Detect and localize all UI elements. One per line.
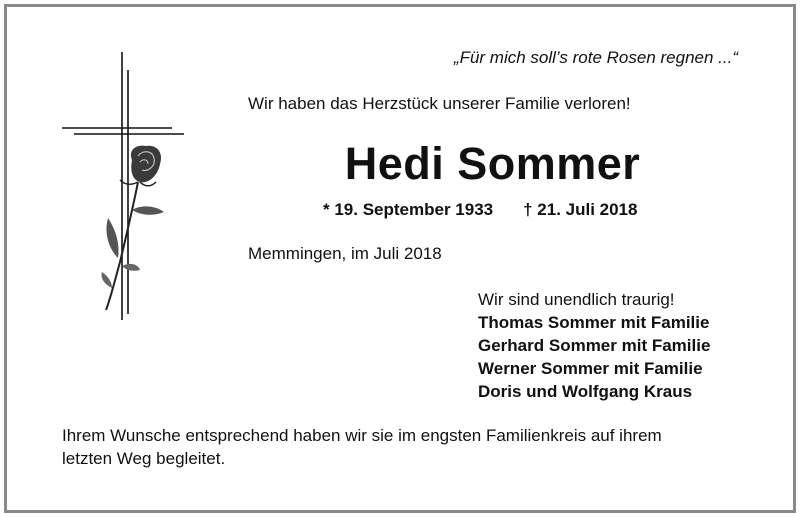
funeral-note xyxy=(62,424,752,470)
mourner-name: Werner Sommer mit Familie xyxy=(478,359,703,378)
intro-text: Wir haben das Herzstück unserer Familie verloren! xyxy=(248,94,631,113)
mourners-block xyxy=(478,288,710,403)
deceased-name: Hedi Sommer xyxy=(344,138,641,189)
funeral-note-line: Ihrem Wunsche entsprechend haben wir sie im engsten Familienkreis auf ihrem xyxy=(62,426,662,445)
funeral-note-line: letzten Weg begleitet. xyxy=(62,449,226,468)
mourner-name: Doris und Wolfgang Kraus xyxy=(478,382,693,401)
mourner-name: Thomas Sommer mit Familie xyxy=(478,313,710,332)
birth-date: * 19. September 1933 xyxy=(323,200,494,219)
motto-quote: „Für mich soll’s rote Rosen regnen ...“ xyxy=(453,48,738,67)
place-and-date: Memmingen, im Juli 2018 xyxy=(248,244,442,263)
mourner-name: Gerhard Sommer mit Familie xyxy=(478,336,711,355)
mourners-intro: Wir sind unendlich traurig! xyxy=(478,290,675,309)
life-dates xyxy=(323,200,637,220)
death-date: † 21. Juli 2018 xyxy=(523,200,638,219)
